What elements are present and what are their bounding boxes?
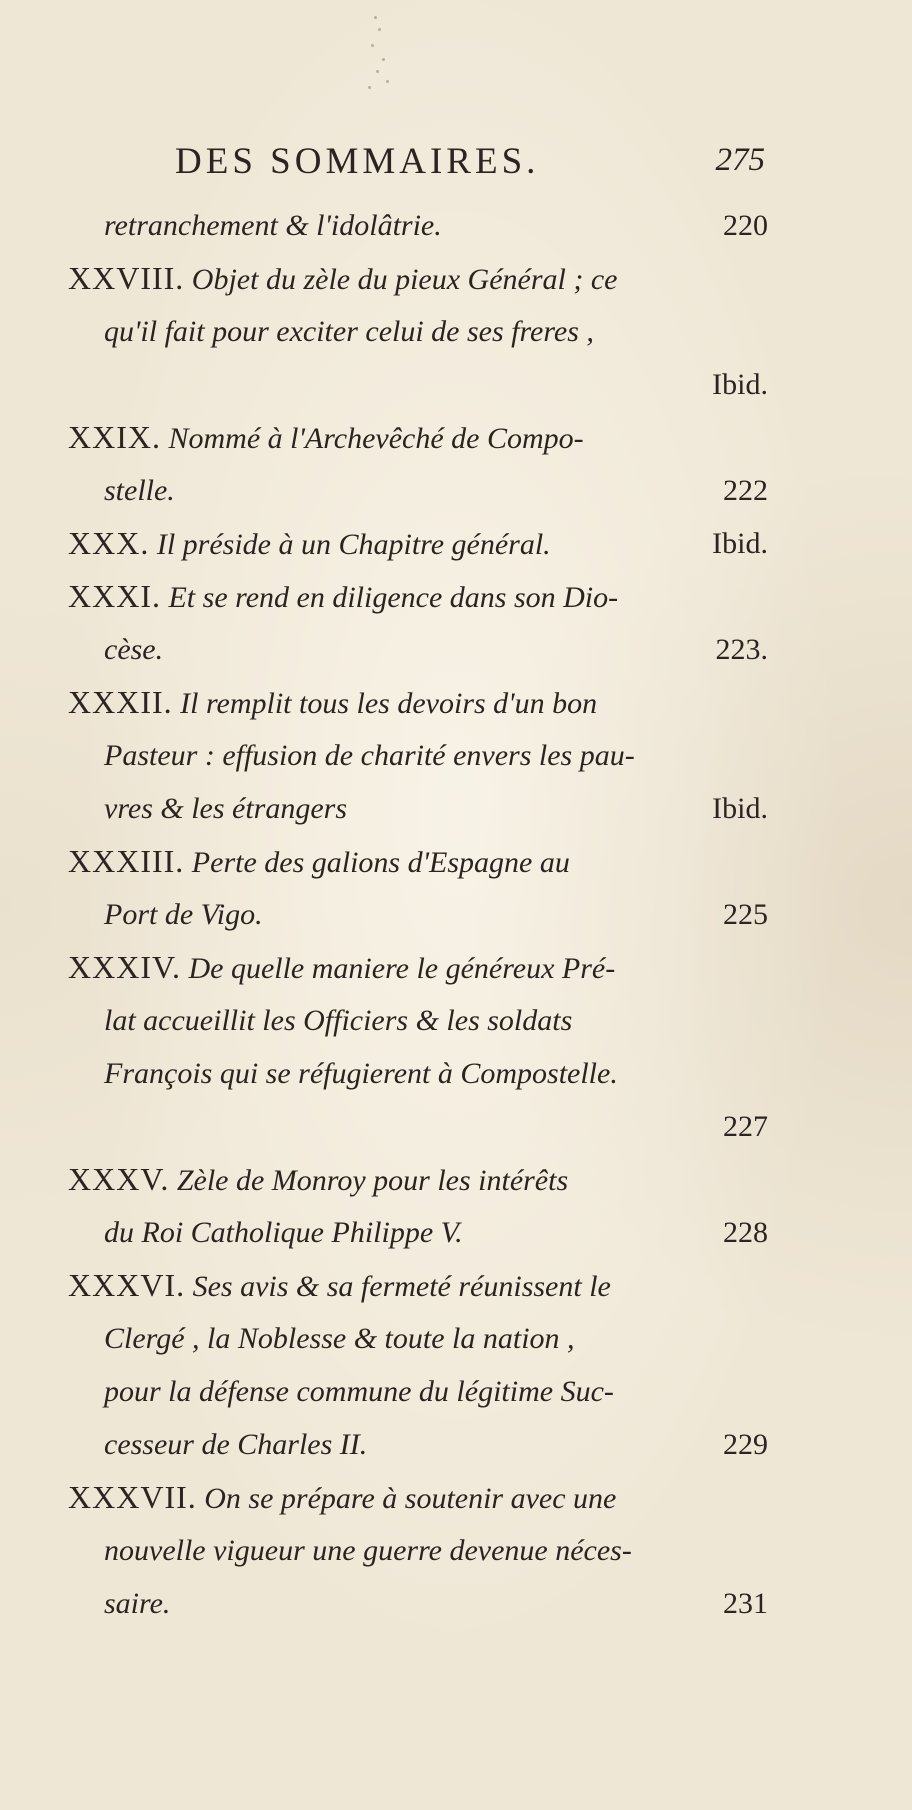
entry-text: saire. <box>104 1587 171 1620</box>
entry-text: Nommé à l'Archevêché de Compo- <box>168 422 584 455</box>
entry-line <box>68 1577 768 1630</box>
entry-text: nouvelle vigueur une guerre devenue néces- <box>104 1534 632 1567</box>
entry-line <box>68 305 768 358</box>
entry-text: Port de Vigo. <box>104 898 263 931</box>
entry-text: Il préside à un Chapitre général. <box>156 528 551 561</box>
entry-line <box>68 888 768 941</box>
entry-line <box>68 1206 768 1259</box>
entry-line <box>68 1524 768 1577</box>
entry-text: du Roi Catholique Philippe V. <box>104 1216 463 1249</box>
entry-text: stelle. <box>104 474 175 507</box>
entry-line <box>68 252 768 305</box>
summary-entry <box>68 835 768 941</box>
entry-line <box>68 782 768 835</box>
entry-text: Ses avis & sa fermeté réunissent le <box>192 1270 611 1303</box>
paper-stains <box>362 10 422 100</box>
entry-page-ref: 223. <box>715 633 768 666</box>
entry-text: pour la défense commune du légitime Suc- <box>104 1375 614 1408</box>
entry-line <box>68 1153 768 1206</box>
entry-line <box>68 623 768 676</box>
entry-line <box>68 1259 768 1312</box>
entry-text: vres & les étrangers <box>104 792 348 825</box>
summary-entry <box>68 570 768 676</box>
entry-text: De quelle maniere le généreux Pré- <box>188 952 616 985</box>
entry-text: qu'il fait pour exciter celui de ses freres , <box>104 315 594 348</box>
entry-numeral: XXXII. <box>68 684 173 720</box>
entry-page-ref: Ibid. <box>712 368 768 401</box>
entry-numeral: XXXIV. <box>68 949 181 985</box>
entry-numeral: XXXVII. <box>68 1479 197 1515</box>
entry-line <box>68 941 768 994</box>
entry-numeral: XXIX. <box>68 419 161 455</box>
entry-line <box>68 358 768 411</box>
entry-line <box>68 517 768 570</box>
entry-page-ref: 225 <box>723 898 768 931</box>
entry-page-ref: Ibid. <box>712 792 768 825</box>
entry-line <box>68 1312 768 1365</box>
entry-text: lat accueillit les Officiers & les soldats <box>104 1004 573 1037</box>
entry-line <box>68 1471 768 1524</box>
entry-page-ref: 228 <box>723 1216 768 1249</box>
entry-numeral: XXXIII. <box>68 843 185 879</box>
entry-text: On se prépare à soutenir avec une <box>204 1482 617 1515</box>
summary-entry <box>68 1471 768 1630</box>
entry-text: cesseur de Charles II. <box>104 1428 368 1461</box>
entry-line <box>68 1047 768 1100</box>
entry-page-ref: Ibid. <box>712 527 768 560</box>
entry-text: François qui se réfugierent à Compostelle. <box>104 1057 618 1090</box>
summary-entry <box>68 411 768 517</box>
running-header <box>175 140 765 200</box>
summary-entry <box>68 1153 768 1259</box>
entry-page-ref: 222 <box>723 474 768 507</box>
entry-line <box>68 994 768 1047</box>
summary-entry <box>68 517 768 570</box>
entry-text: cèse. <box>104 633 164 666</box>
entry-text: Clergé , la Noblesse & toute la nation , <box>104 1322 575 1355</box>
entry-line <box>68 1365 768 1418</box>
summary-entry <box>68 676 768 835</box>
entry-text: Et se rend en diligence dans son Dio- <box>168 581 619 614</box>
entry-line <box>68 835 768 888</box>
entry-numeral: XXVIII. <box>68 260 185 296</box>
entry-line <box>68 570 768 623</box>
summary-list <box>68 199 768 1630</box>
entry-line <box>68 199 768 252</box>
entry-numeral: XXXV. <box>68 1161 170 1197</box>
entry-line <box>68 729 768 782</box>
summary-entry <box>68 199 768 252</box>
entry-text: Perte des galions d'Espagne au <box>191 846 570 879</box>
entry-line <box>68 411 768 464</box>
entry-numeral: XXXI. <box>68 578 161 614</box>
summary-entry <box>68 252 768 411</box>
entry-page-ref: 227 <box>723 1110 768 1143</box>
entry-text: retranchement & l'idolâtrie. <box>104 209 442 242</box>
entry-line <box>68 1100 768 1153</box>
entry-text: Il remplit tous les devoirs d'un bon <box>180 687 598 720</box>
entry-text: Objet du zèle du pieux Général ; ce <box>191 263 618 296</box>
entry-numeral: XXXVI. <box>68 1267 186 1303</box>
entry-text: Pasteur : effusion de charité envers les pau- <box>104 739 635 772</box>
header-title: DES SOMMAIRES. <box>175 141 540 182</box>
summary-entry <box>68 941 768 1153</box>
entry-text: Zèle de Monroy pour les intérêts <box>176 1164 569 1197</box>
entry-page-ref: 220 <box>723 209 768 242</box>
entry-line <box>68 464 768 517</box>
summary-entry <box>68 1259 768 1471</box>
entry-page-ref: 231 <box>723 1587 768 1620</box>
header-page-number: 275 <box>715 142 765 178</box>
entry-line <box>68 1418 768 1471</box>
entry-numeral: XXX. <box>68 525 150 561</box>
entry-line <box>68 676 768 729</box>
entry-page-ref: 229 <box>723 1428 768 1461</box>
